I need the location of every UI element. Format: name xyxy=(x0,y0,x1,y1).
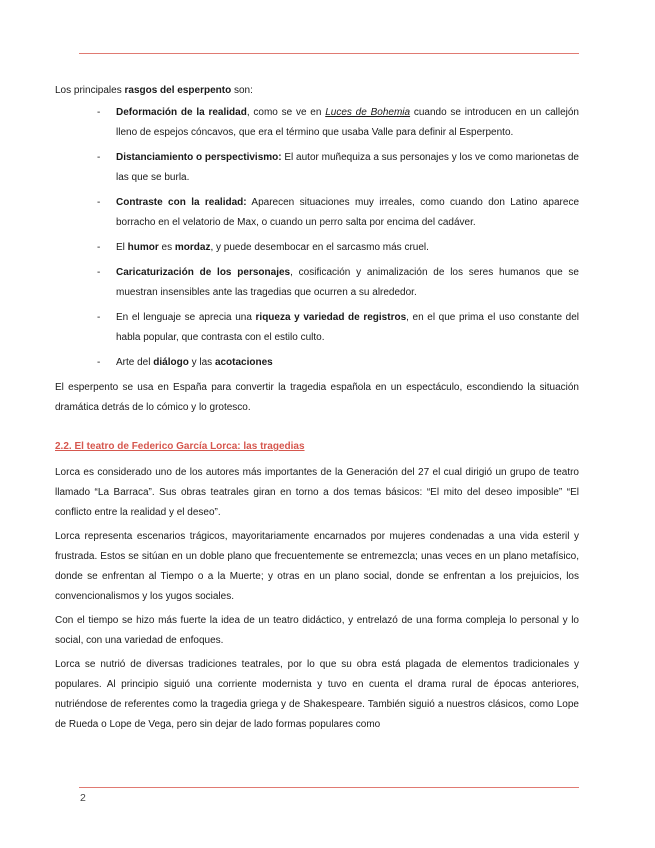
body-paragraph: Lorca representa escenarios trágicos, mayoritariamente encarnados por mujeres condenadas a una vida esteril y frustrada. Estos se sitúan en un doble plano que frecuentemente se entremezcla; unas veces en un plano metafísico, donde se enfrentan al Tiempo o a la Muerte; y otras en un plano social, donde se enfrentan a los prejuicios, los convencionalismos y los yugos sociales. xyxy=(55,531,579,602)
item-text: , en el que prima el uso constante del habla popular, que contrasta con el estilo culto. xyxy=(116,312,580,343)
item-bold: acotaciones xyxy=(214,357,273,368)
item-bold: diálogo xyxy=(153,357,189,368)
footer-rule xyxy=(79,787,579,788)
closing-paragraph: El esperpento se usa en España para convertir la tragedia española en un espectáculo, escondiendo la situación dramática detrás de lo cómico y lo grotesco. xyxy=(55,382,579,413)
list-item xyxy=(55,103,579,143)
body-paragraph: Con el tiempo se hizo más fuerte la idea de un teatro didáctico, y entrelazó de una forma compleja lo personal y lo social, con una variedad de enfoques. xyxy=(55,615,579,646)
intro-paragraph xyxy=(55,81,579,101)
section-heading: 2.2. El teatro de Federico García Lorca: las tragedias xyxy=(55,441,305,452)
bullet-marker: - xyxy=(97,152,101,163)
item-bold: riqueza y variedad de registros xyxy=(255,312,407,323)
item-bold: Deformación de la realidad xyxy=(116,107,247,118)
list-item xyxy=(55,238,579,258)
item-text: cuando se introducen en un callejón lleno de espejos cóncavos, que era el término que usaba Valle para definir al Esperpento. xyxy=(116,107,579,138)
page-number: 2 xyxy=(80,792,86,804)
body-paragraph: Lorca se nutrió de diversas tradiciones teatrales, por lo que su obra está plagada de elementos tradicionales y populares. Al principio siguió una corriente modernista y tuvo en cuenta el drama rural de épocas anteriores, nutriéndose de referentes como la tragedia griega y de Shakespeare. También siguió a nuestros clásicos, como Lope de Rueda o Lope de Vega, pero sin dejar de lado formas populares como xyxy=(55,659,579,730)
item-text: Arte del xyxy=(116,357,154,368)
bullet-marker: - xyxy=(97,267,101,278)
item-text: es xyxy=(158,242,175,253)
header-rule xyxy=(79,53,579,54)
list-item xyxy=(55,353,579,373)
item-bold: Contraste con la realidad: xyxy=(116,197,247,208)
page-content xyxy=(55,81,579,739)
item-bold: Distanciamiento o perspectivismo: xyxy=(116,152,282,163)
bullet-marker: - xyxy=(97,357,101,368)
work-title: Luces de Bohemia xyxy=(325,107,411,118)
item-text: El autor muñequiza a sus personajes y los ve como marionetas de las que se burla. xyxy=(116,152,579,183)
list-item xyxy=(55,148,579,188)
list-item xyxy=(55,193,579,233)
list-item xyxy=(55,263,579,303)
item-bold: Caricaturización de los personajes xyxy=(116,267,291,278)
item-text: y las xyxy=(188,357,215,368)
item-text: Aparecen situaciones muy irreales, como cuando don Latino aparece borracho en el velatorio de Max, o cuando un perro salta por encima del cadáver. xyxy=(116,197,580,228)
list-item xyxy=(55,308,579,348)
item-text: , y puede desembocar en el sarcasmo más cruel. xyxy=(210,242,429,253)
bullet-marker: - xyxy=(97,197,101,208)
item-text: En el lenguaje se aprecia una xyxy=(116,312,256,323)
bullet-marker: - xyxy=(97,242,101,253)
intro-bold: rasgos del esperpento xyxy=(124,85,232,96)
item-bold: humor xyxy=(127,242,159,253)
intro-text-end: son: xyxy=(231,85,253,96)
item-text: El xyxy=(116,242,128,253)
item-bold: mordaz xyxy=(174,242,211,253)
item-text: , cosificación y animalización de los seres humanos que se muestran insensibles ante las tragedias que ocurren a su alrededor. xyxy=(116,267,579,298)
intro-text: Los principales xyxy=(55,85,125,96)
esperpento-features-list xyxy=(55,103,579,373)
bullet-marker: - xyxy=(97,312,101,323)
body-paragraph: Lorca es considerado uno de los autores más importantes de la Generación del 27 el cual dirigió un grupo de teatro llamado “La Barraca”. Sus obras teatrales giran en torno a dos temas básicos: “El mito del deseo imposible” “El conflicto entre la realidad y el deseo”. xyxy=(55,467,579,518)
item-text: , como se ve en xyxy=(246,107,326,118)
bullet-marker: - xyxy=(97,107,101,118)
